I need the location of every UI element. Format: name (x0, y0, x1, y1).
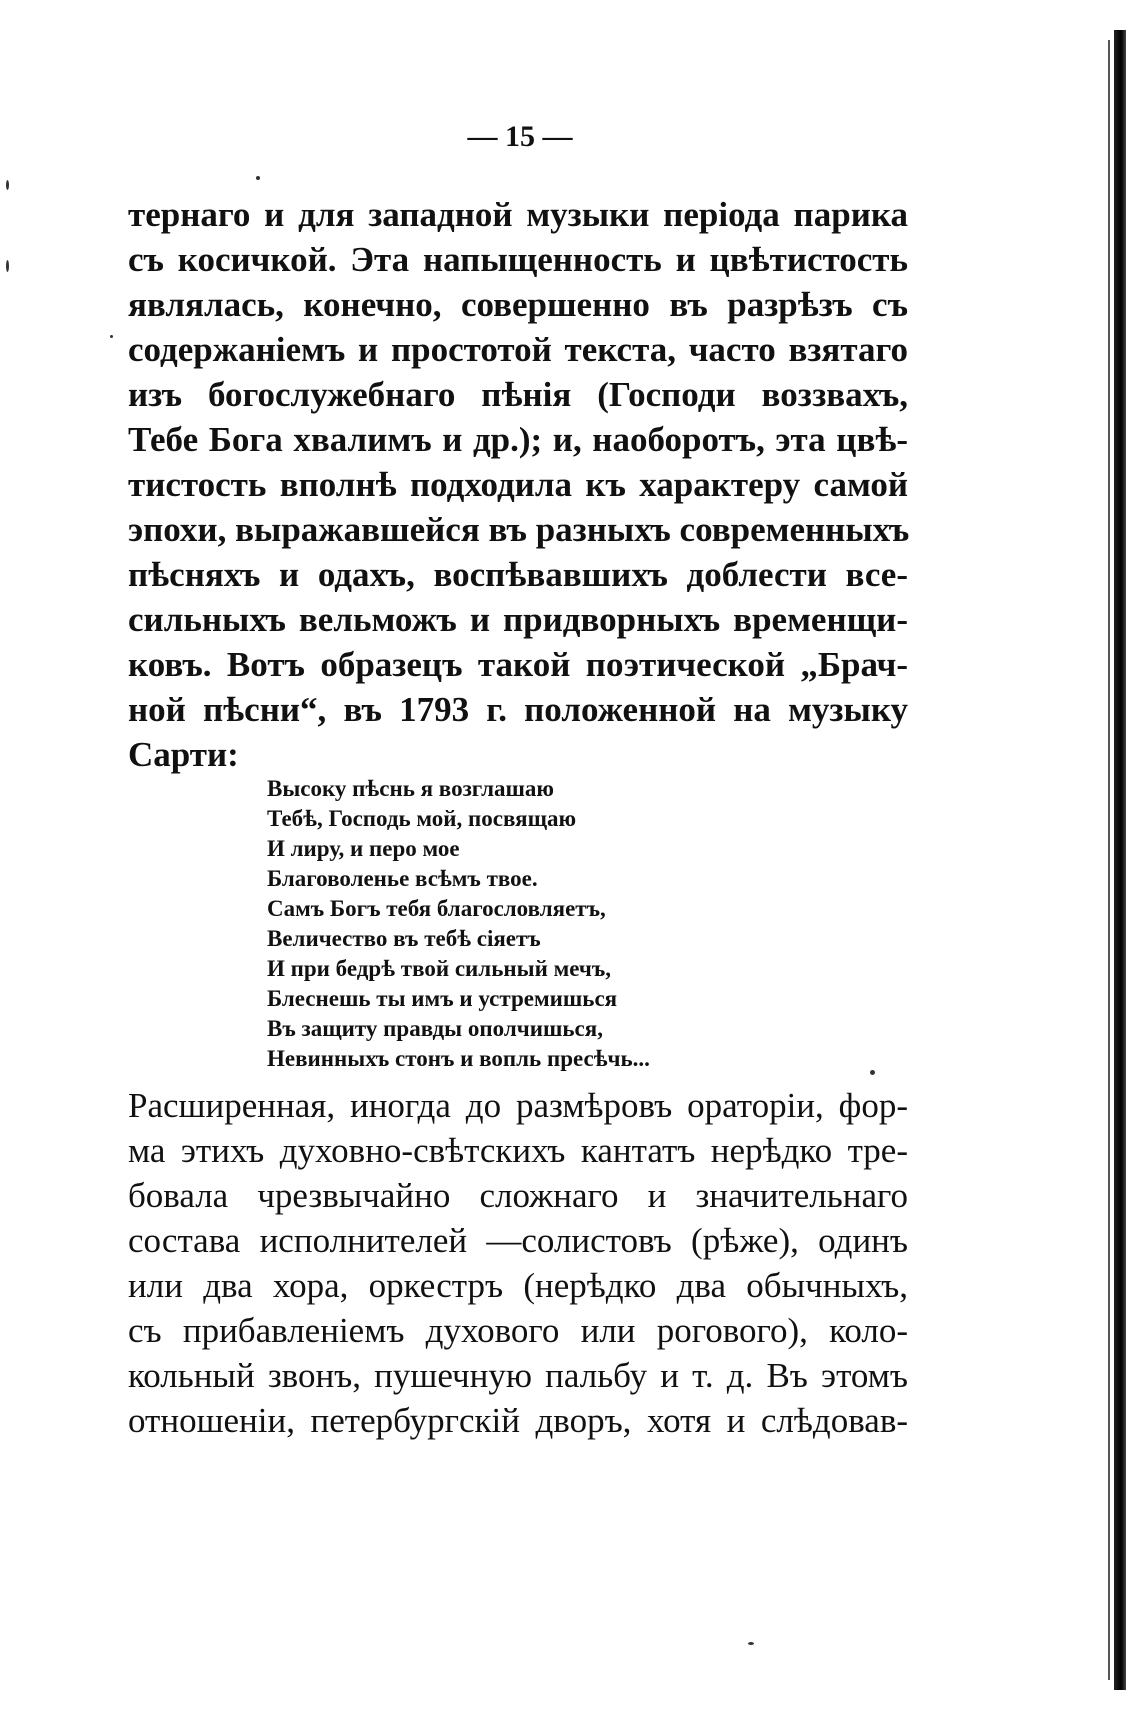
text-line: бовала чрезвычайно сложнаго и значительнаго (128, 1176, 908, 1215)
page-number: — 15 — (467, 120, 573, 153)
scan-speck (6, 180, 9, 190)
text-line: сильныхъ вельможъ и придворныхъ временщи- (128, 600, 908, 639)
text-line: ной пѣсни“, въ 1793 г. положенной на музыку (128, 690, 908, 729)
poem-line: И лиру, и перо мое (267, 836, 460, 861)
text-line: тернаго и для западной музыки періода парика (128, 195, 908, 234)
poem-line: Въ защиту правды ополчишься, (267, 1016, 603, 1041)
poem-line: Блеснешь ты имъ и устремишься (267, 986, 618, 1011)
text-line: Расширенная, иногда до размѣровъ ораторіи, фор- (128, 1086, 908, 1125)
poem-line: Величество въ тебѣ сіяетъ (267, 926, 541, 951)
text-line: эпохи, выражавшейся въ разныхъ современныхъ (128, 510, 910, 549)
page-edge-line (1108, 40, 1110, 1680)
paragraph-2 (128, 1083, 908, 1443)
text-line: отношеніи, петербургскій дворъ, хотя и слѣдовав- (128, 1401, 908, 1440)
text-line: состава исполнителей —солистовъ (рѣже), одинъ (128, 1221, 908, 1260)
text-line: Сарти: (128, 735, 239, 774)
text-line: Тебе Бога хвалимъ и др.); и, наоборотъ, эта цвѣ- (128, 420, 908, 459)
text-line: ма этихъ духовно-свѣтскихъ кантатъ нерѣдко тре- (128, 1131, 908, 1170)
text-line: пѣсняхъ и одахъ, воспѣвавшихъ доблести все- (128, 555, 908, 594)
text-line: являлась, конечно, совершенно въ разрѣзъ съ (128, 285, 908, 324)
poem-line: Самъ Богъ тебя благословляетъ, (267, 896, 606, 921)
text-line: или два хора, оркестръ (нерѣдко два обычныхъ, (128, 1266, 908, 1305)
scan-speck (256, 176, 260, 180)
text-line: ковъ. Вотъ образецъ такой поэтической „Брач- (128, 645, 908, 684)
page-edge-shadow (1114, 30, 1126, 1690)
scan-speck (748, 1642, 754, 1645)
poem-line: И при бедрѣ твой сильный мечъ, (267, 956, 612, 981)
scan-speck (870, 1070, 875, 1075)
poem-line: Высоку пѣснь я возглашаю (267, 776, 554, 801)
text-line: содержаніемъ и простотой текста, часто взятаго (128, 330, 908, 369)
scan-speck (6, 260, 9, 272)
paragraph-1 (128, 192, 908, 777)
scan-speck (110, 335, 113, 338)
text-line: съ косичкой. Эта напыщенность и цвѣтистость (128, 240, 908, 279)
text-line: изъ богослужебнаго пѣнія (Господи воззвахъ, (128, 375, 908, 414)
text-line: кольный звонъ, пушечную пальбу и т. д. Въ этомъ (128, 1356, 908, 1395)
text-line: съ прибавленіемъ духового или рогового), коло- (128, 1311, 908, 1350)
poem-line: Тебѣ, Господь мой, посвящаю (267, 806, 577, 831)
poem-line: Благоволенье всѣмъ твое. (267, 866, 538, 891)
text-line: тистость вполнѣ подходила къ характеру самой (128, 465, 908, 504)
poem-quote (267, 774, 650, 1074)
poem-line: Невинныхъ стонъ и вопль пресѣчь... (267, 1046, 650, 1071)
